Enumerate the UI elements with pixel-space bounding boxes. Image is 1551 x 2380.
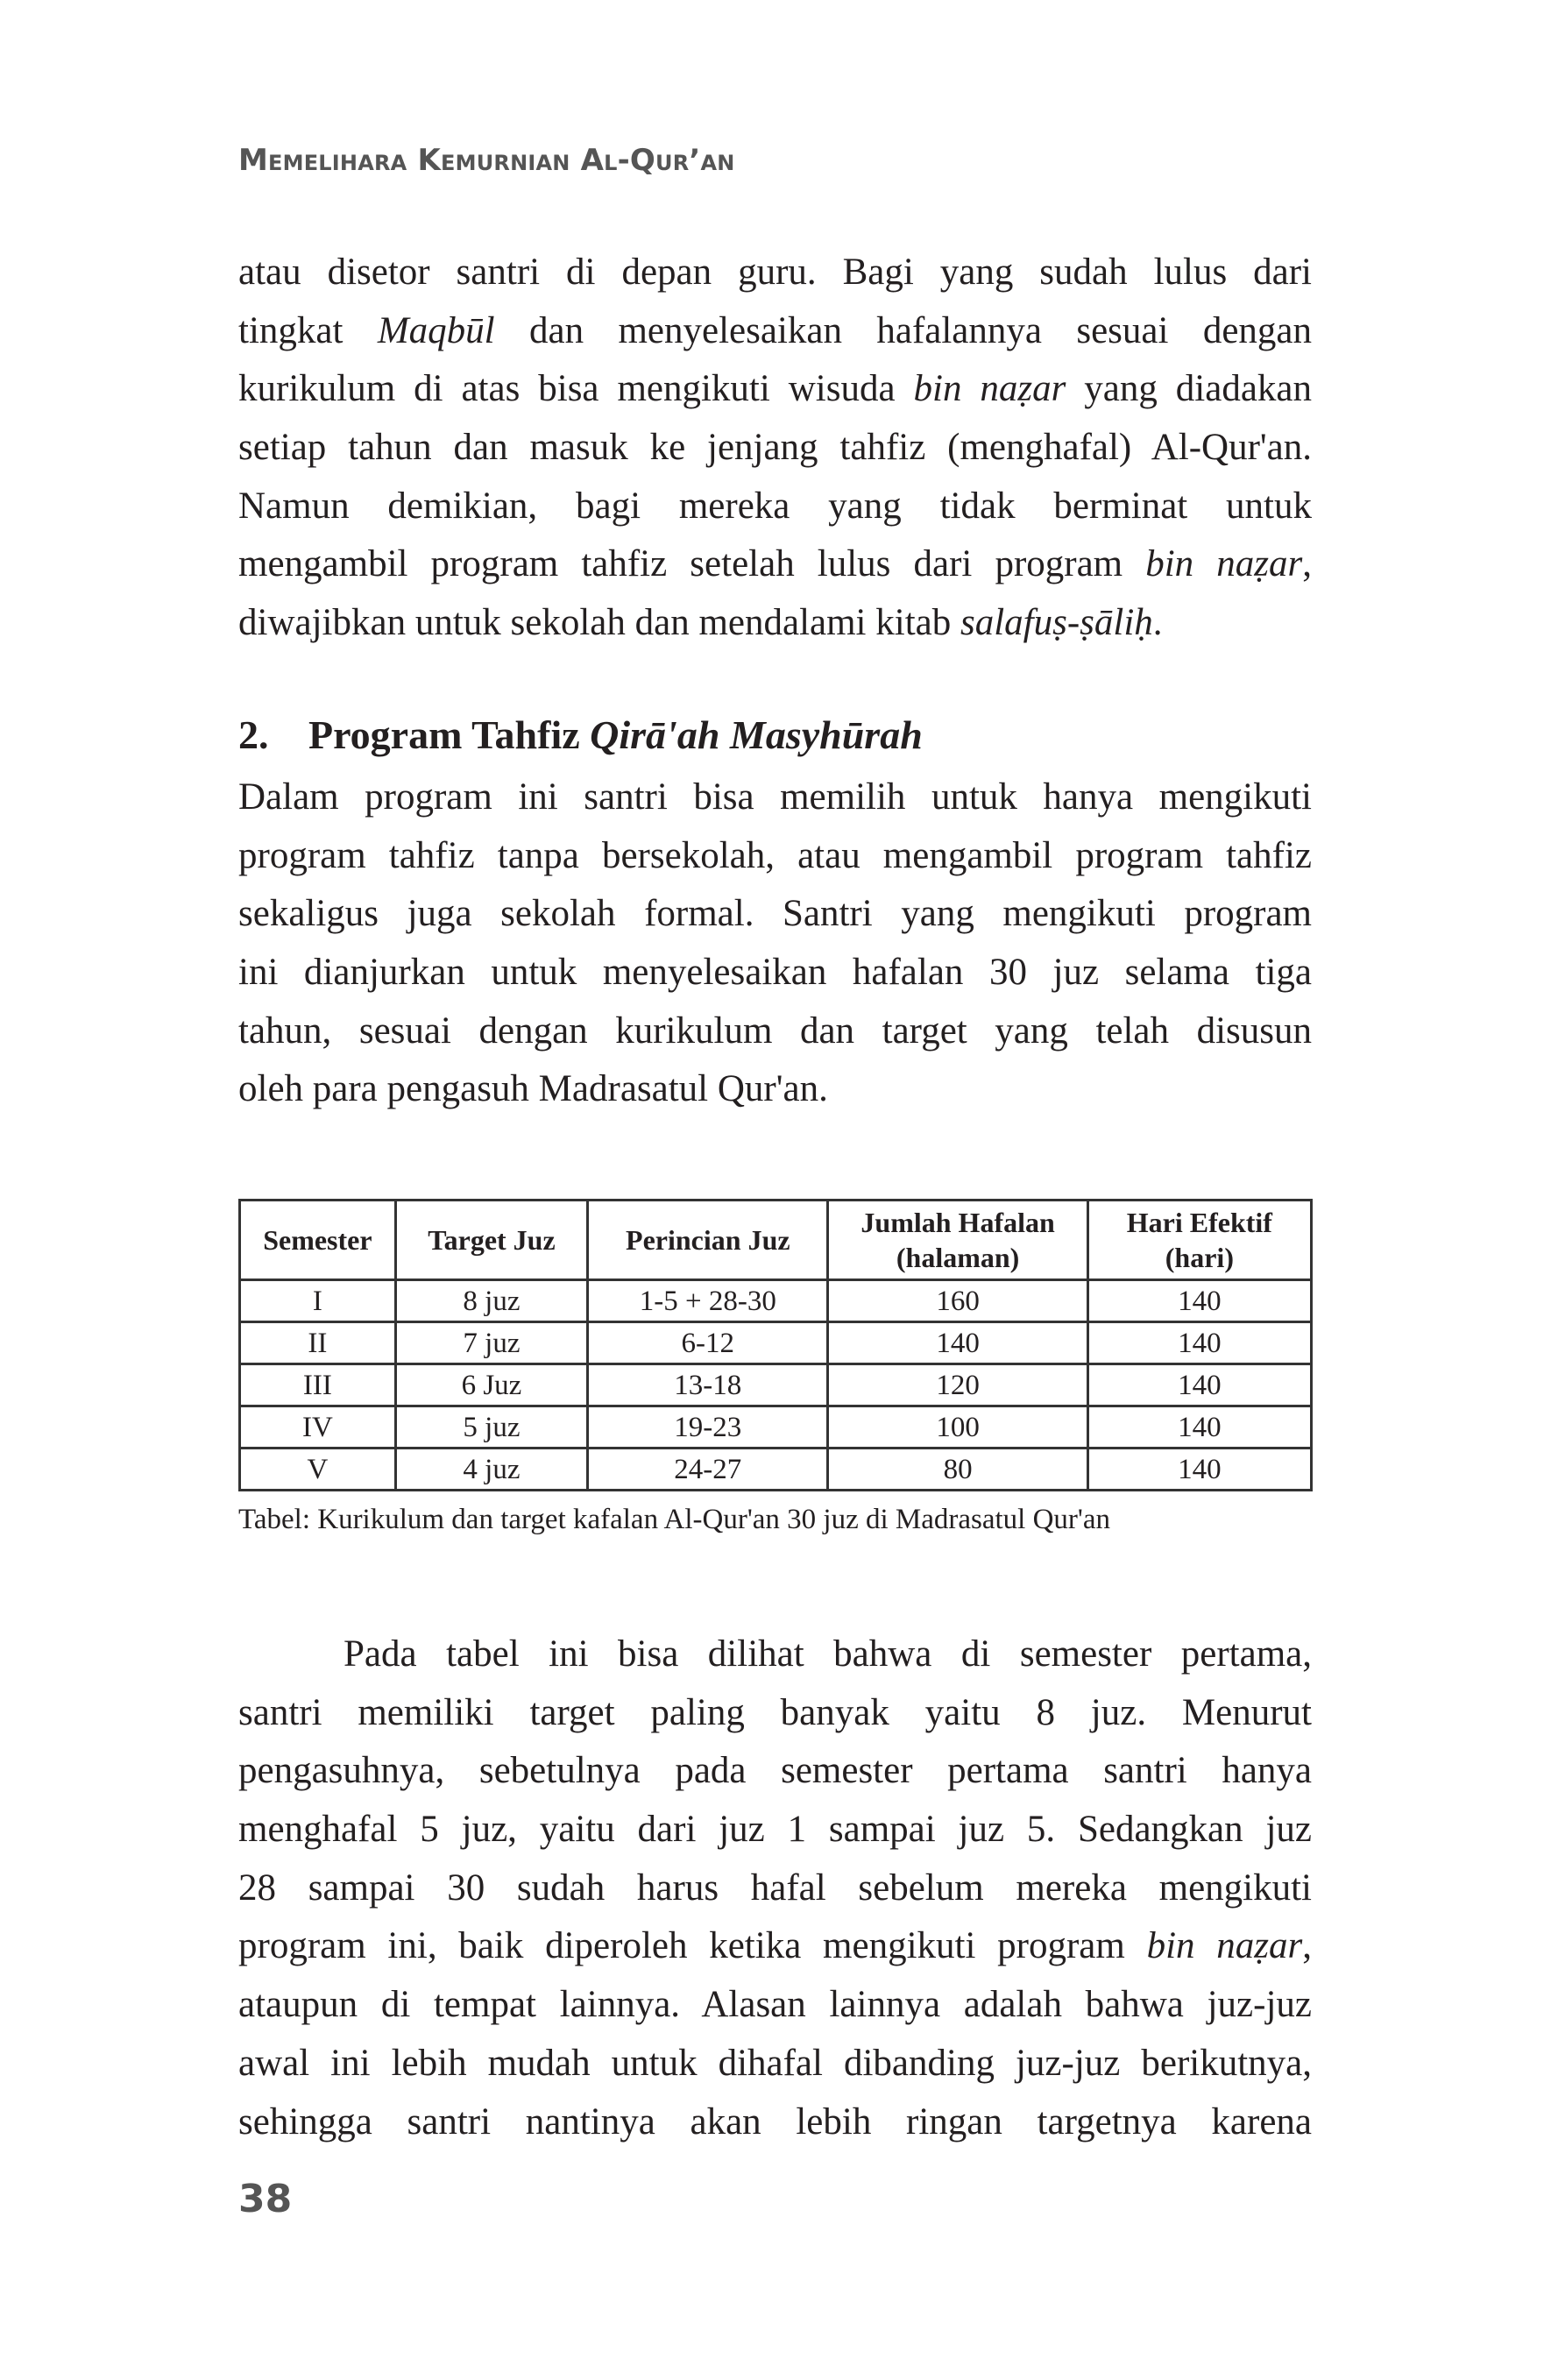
cell-hari-efektif: 140 xyxy=(1087,1364,1311,1406)
text-line: santri memiliki target paling banyak yaitu 8 juz. Menurut xyxy=(238,1691,1312,1733)
cell-semester: IV xyxy=(240,1406,396,1449)
text-line: 28 sampai 30 sudah harus hafal sebelum mereka mengikuti xyxy=(238,1866,1312,1909)
text-line: sehingga santri nantinya akan lebih ringan targetnya karena xyxy=(238,2100,1312,2143)
paragraph-1 xyxy=(238,244,1312,653)
cell-jumlah-hafalan: 120 xyxy=(828,1364,1087,1406)
text-line: mengambil program tahfiz setelah lulus dari program bin naẓar, xyxy=(238,543,1312,585)
text-line: kurikulum di atas bisa mengikuti wisuda bin naẓar yang diadakan xyxy=(238,368,1312,410)
cell-semester: II xyxy=(240,1322,396,1364)
cell-jumlah-hafalan: 140 xyxy=(828,1322,1087,1364)
text-line: ini dianjurkan untuk menyelesaikan hafalan 30 juz selama tiga xyxy=(238,952,1312,994)
text-line: ataupun di tempat lainnya. Alasan lainnya adalah bahwa juz-juz xyxy=(238,1984,1312,2026)
header-jumlah-hafalan: Jumlah Hafalan (halaman) xyxy=(828,1201,1087,1280)
section-heading xyxy=(238,712,923,758)
section-title-italic: Qirā'ah Masyhūrah xyxy=(590,712,923,757)
cell-jumlah-hafalan: 160 xyxy=(828,1280,1087,1322)
cell-semester: I xyxy=(240,1280,396,1322)
header-target-juz: Target Juz xyxy=(395,1201,587,1280)
text-line: program ini, baik diperoleh ketika mengikuti program bin naẓar, xyxy=(238,1925,1312,1967)
table-row xyxy=(240,1449,1312,1491)
cell-jumlah-hafalan: 80 xyxy=(828,1449,1087,1491)
page-number: 38 xyxy=(238,2177,293,2221)
cell-target-juz: 6 Juz xyxy=(395,1364,587,1406)
cell-semester: III xyxy=(240,1364,396,1406)
text-line: Dalam program ini santri bisa memilih untuk hanya mengikuti xyxy=(238,776,1312,818)
text-line: setiap tahun dan masuk ke jenjang tahfiz (menghafal) Al-Qur'an. xyxy=(238,427,1312,469)
cell-hari-efektif: 140 xyxy=(1087,1322,1311,1364)
cell-semester: V xyxy=(240,1449,396,1491)
text-line: program tahfiz tanpa bersekolah, atau mengambil program tahfiz xyxy=(238,834,1312,876)
paragraph-3 xyxy=(238,1626,1312,2151)
text-line: menghafal 5 juz, yaitu dari juz 1 sampai juz 5. Sedangkan juz xyxy=(238,1809,1312,1851)
paragraph-2 xyxy=(238,769,1312,1119)
cell-perincian-juz: 6-12 xyxy=(588,1322,828,1364)
cell-perincian-juz: 19-23 xyxy=(588,1406,828,1449)
cell-target-juz: 7 juz xyxy=(395,1322,587,1364)
running-header: Memelihara Kemurnian Al-Qur’an xyxy=(238,143,735,178)
table-caption: Tabel: Kurikulum dan target kafalan Al-Qur'an 30 juz di Madrasatul Qur'an xyxy=(238,1504,1111,1535)
curriculum-table xyxy=(238,1199,1313,1491)
table-row xyxy=(240,1406,1312,1449)
table-row xyxy=(240,1280,1312,1322)
table-row xyxy=(240,1322,1312,1364)
cell-hari-efektif: 140 xyxy=(1087,1449,1311,1491)
text-line: Namun demikian, bagi mereka yang tidak berminat untuk xyxy=(238,485,1312,527)
text-line: atau disetor santri di depan guru. Bagi yang sudah lulus dari xyxy=(238,251,1312,293)
cell-hari-efektif: 140 xyxy=(1087,1406,1311,1449)
cell-perincian-juz: 24-27 xyxy=(588,1449,828,1491)
section-title-plain: Program Tahfiz xyxy=(308,712,591,757)
section-number: 2. xyxy=(238,712,269,757)
cell-perincian-juz: 13-18 xyxy=(588,1364,828,1406)
cell-target-juz: 4 juz xyxy=(395,1449,587,1491)
text-line: tingkat Maqbūl dan menyelesaikan hafalannya sesuai dengan xyxy=(238,309,1313,351)
table-header-row xyxy=(240,1201,1312,1280)
table-row xyxy=(240,1364,1312,1406)
text-line: pengasuhnya, sebetulnya pada semester pertama santri hanya xyxy=(238,1750,1312,1792)
text-line: awal ini lebih mudah untuk dihafal dibanding juz-juz berikutnya, xyxy=(238,2042,1312,2084)
cell-hari-efektif: 140 xyxy=(1087,1280,1311,1322)
text-line: sekaligus juga sekolah formal. Santri yang mengikuti program xyxy=(238,893,1312,935)
cell-target-juz: 5 juz xyxy=(395,1406,587,1449)
header-perincian-juz: Perincian Juz xyxy=(588,1201,828,1280)
header-hari-efektif: Hari Efektif (hari) xyxy=(1087,1201,1311,1280)
cell-target-juz: 8 juz xyxy=(395,1280,587,1322)
text-line: oleh para pengasuh Madrasatul Qur'an. xyxy=(238,1068,828,1110)
text-line: diwajibkan untuk sekolah dan mendalami kitab salafuṣ-ṣāliḥ. xyxy=(238,602,1163,644)
cell-perincian-juz: 1-5 + 28-30 xyxy=(588,1280,828,1322)
cell-jumlah-hafalan: 100 xyxy=(828,1406,1087,1449)
text-line: tahun, sesuai dengan kurikulum dan target yang telah disusun xyxy=(238,1009,1312,1052)
header-semester: Semester xyxy=(240,1201,396,1280)
text-line: Pada tabel ini bisa dilihat bahwa di semester pertama, xyxy=(343,1633,1312,1675)
